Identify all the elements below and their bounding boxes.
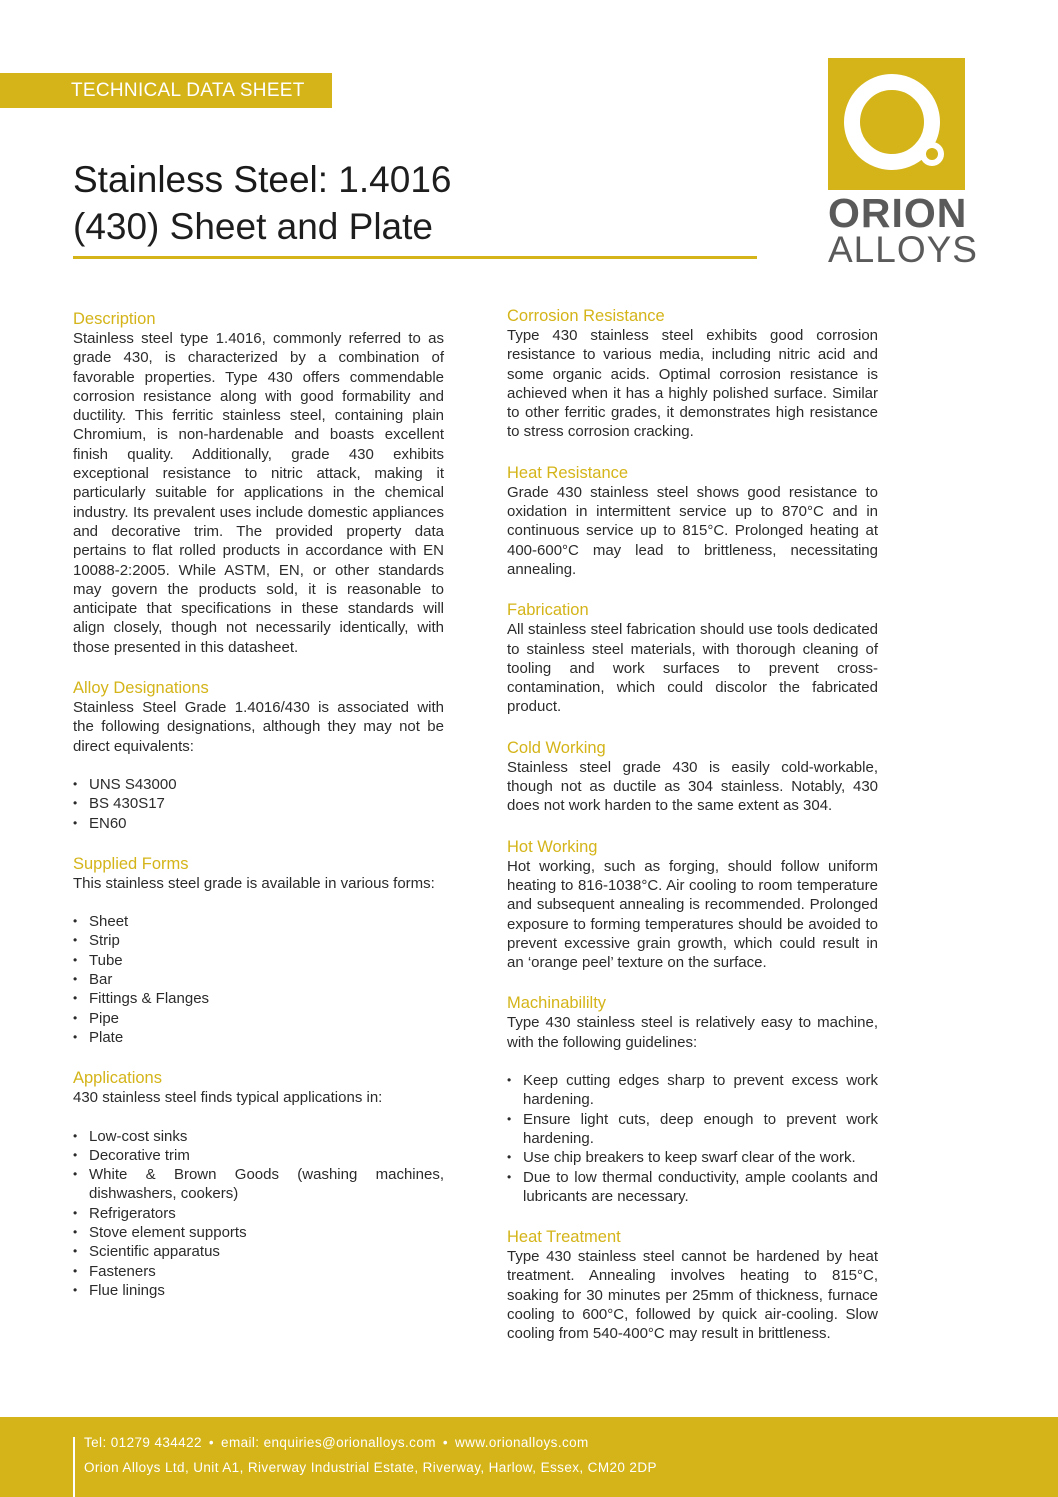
section-heading: Heat Treatment — [507, 1228, 621, 1247]
footer-separator: • — [208, 1435, 215, 1450]
footer-divider — [73, 1437, 75, 1497]
page-footer — [0, 1417, 1058, 1497]
forms-list — [73, 912, 444, 1047]
title-bold: Stainless Steel: — [73, 159, 329, 200]
section-heading: Applications — [73, 1069, 162, 1088]
list-item: • Fasteners — [73, 1262, 444, 1281]
section-heat-resistance — [507, 463, 878, 579]
title-rest: 1.4016 — [328, 159, 452, 200]
list-item: • Ensure light cuts, deep enough to prevent work hardening. — [507, 1110, 878, 1149]
list-item: • UNS S43000 — [73, 775, 444, 794]
section-description — [73, 309, 444, 657]
list-item: • BS 430S17 — [73, 794, 444, 813]
section-paragraph: All stainless steel fabrication should use tools dedicated to stainless steel materials, with thorough cleaning of tooling and work surfaces to prevent cross-contamination, which could discolor the fabricated product. — [507, 621, 878, 716]
section-heading: Description — [73, 310, 156, 328]
list-item: • Refrigerators — [73, 1204, 444, 1223]
title-underline — [73, 256, 757, 259]
section-heading: Heat Resistance — [507, 463, 629, 482]
section-fabrication — [507, 600, 878, 716]
footer-email-link[interactable]: email: enquiries@orionalloys.com — [221, 1435, 436, 1450]
section-heading: Cold Working — [507, 738, 606, 757]
footer-address: Orion Alloys Ltd, Unit A1, Riverway Industrial Estate, Riverway, Harlow, Essex, CM20 2DP — [84, 1460, 657, 1475]
list-item: • Use chip breakers to keep swarf clear of the work. — [507, 1148, 878, 1167]
list-item: • Plate — [73, 1028, 444, 1047]
section-paragraph: Stainless Steel Grade 1.4016/430 is associated with the following designations, although they may not be direct equivalents: — [73, 699, 444, 755]
applications-list — [73, 1127, 444, 1301]
section-alloy-designations — [73, 678, 444, 833]
section-corrosion-resistance — [507, 306, 878, 442]
list-item: • Tube — [73, 951, 444, 970]
section-heading: Alloy Designations — [73, 679, 209, 698]
section-heading: Fabrication — [507, 601, 589, 620]
section-machinability — [507, 993, 878, 1206]
list-item: • Pipe — [73, 1009, 444, 1028]
section-applications — [73, 1068, 444, 1300]
machining-guidelines-list — [507, 1071, 878, 1206]
section-paragraph: 430 stainless steel finds typical applications in: — [73, 1089, 383, 1107]
list-item: • Sheet — [73, 912, 444, 931]
section-paragraph: Stainless steel type 1.4016, commonly referred to as grade 430, is characterized by a combination of favorable properties. Type 430 offers commendable corrosion resistance along with good formability and ductility. This ferritic stainless steel, containing plain Chromium, is non-hardenable and boasts excellent finish quality. Additionally, grade 430 exhibits exceptional resistance to nitric attack, making it particularly suitable for applications in the chemical industry. Its prevalent uses include domestic appliances and decorative trim. The provided property data pertains to flat rolled products in accordance with EN 10088-2:2005. While ASTM, EN, or other standards may govern the products sold, it is reasonable to anticipate that specifications in these standards will align closely, though not necessarily identically, with those presented in this datasheet. — [73, 330, 444, 656]
logo-word-alloys: ALLOYS — [828, 229, 978, 270]
footer-contact-line — [84, 1435, 589, 1450]
banner-text: TECHNICAL DATA SHEET — [71, 79, 305, 101]
footer-phone: Tel: 01279 434422 — [84, 1435, 202, 1450]
left-column — [73, 309, 444, 1321]
section-paragraph: Type 430 stainless steel exhibits good corrosion resistance to various media, including nitric acid and some organic acids. Optimal corrosion resistance is achieved when it has a highly polished surface. Similar to other ferritic grades, it demonstrates high resistance to stress corrosion cracking. — [507, 327, 878, 441]
list-item: • Due to low thermal conductivity, ample coolants and lubricants are necessary. — [507, 1168, 878, 1207]
designation-list — [73, 775, 444, 833]
list-item: • White & Brown Goods (washing machines, dishwashers, cookers) — [73, 1165, 444, 1204]
document-type-banner — [0, 73, 332, 108]
section-heading: Supplied Forms — [73, 854, 189, 873]
section-paragraph: This stainless steel grade is available in various forms: — [73, 874, 435, 892]
list-item: • Flue linings — [73, 1281, 444, 1300]
title-line-2: (430) Sheet and Plate — [73, 206, 433, 247]
page-title — [73, 156, 773, 250]
list-item: • Keep cutting edges sharp to prevent excess work hardening. — [507, 1071, 878, 1110]
list-item: • Fittings & Flanges — [73, 989, 444, 1008]
section-hot-working — [507, 837, 878, 973]
section-paragraph: Type 430 stainless steel cannot be hardened by heat treatment. Annealing involves heating to 815°C, soaking for 30 minutes per 25mm of thickness, furnace cooling to 600°C, followed by quick air-cooling. Slow cooling from 540-400°C may result in brittleness. — [507, 1248, 878, 1343]
list-item: • Decorative trim — [73, 1146, 444, 1165]
logo-o-icon — [828, 58, 965, 190]
logo-word-orion: ORION — [828, 190, 968, 236]
orion-alloys-logo — [828, 58, 978, 270]
section-paragraph: Grade 430 stainless steel shows good resistance to oxidation in intermittent service up to 870°C and in continuous service up to 815°C. Prolonged heating at 400-600°C may lead to brittleness, necessitating annealing. — [507, 483, 878, 578]
section-heat-treatment — [507, 1227, 878, 1343]
list-item: • Stove element supports — [73, 1223, 444, 1242]
list-item: • Strip — [73, 931, 444, 950]
section-cold-working — [507, 738, 878, 816]
footer-website-link[interactable]: www.orionalloys.com — [455, 1435, 589, 1450]
list-item: • EN60 — [73, 814, 444, 833]
section-paragraph: Hot working, such as forging, should follow uniform heating to 816-1038°C. Air cooling to room temperature and subsequent annealing is recommended. Prolonged exposure to forming temperatures should be avoided to prevent excessive grain growth, which could result in an ‘orange peel’ texture on the surface. — [507, 857, 878, 972]
section-heading: Corrosion Resistance — [507, 307, 665, 325]
section-paragraph: Type 430 stainless steel is relatively easy to machine, with the following guidelines: — [507, 1014, 878, 1051]
logo-mark — [828, 58, 965, 190]
section-heading: Hot Working — [507, 837, 598, 856]
list-item: • Low-cost sinks — [73, 1127, 444, 1146]
section-heading: Machinabililty — [507, 994, 607, 1013]
right-column — [507, 306, 878, 1365]
section-supplied-forms — [73, 854, 444, 1047]
list-item: • Scientific apparatus — [73, 1242, 444, 1261]
section-paragraph: Stainless steel grade 430 is easily cold-workable, though not as ductile as 304 stainless. Notably, 430 does not work harden to the same extent as 304. — [507, 758, 878, 815]
list-item: • Bar — [73, 970, 444, 989]
footer-separator: • — [442, 1435, 449, 1450]
